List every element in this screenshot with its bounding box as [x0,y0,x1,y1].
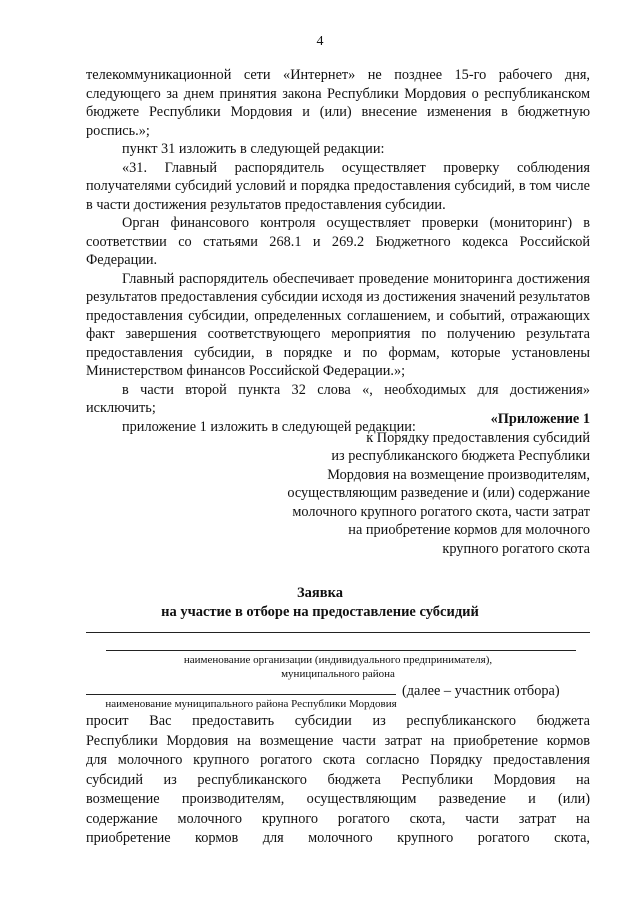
paragraph-appendix-intro: приложение 1 изложить в следующей редакции: [122,418,416,435]
request-line: приобретение кормов для молочного крупного рогатого скота, [86,830,590,846]
request-line: субсидий из республиканского бюджета Республики Мордовия на [86,771,590,788]
appendix-line: Мордовия на возмещение производителям, [327,466,590,483]
application-title: Заявка [297,585,343,601]
organization-caption [86,653,590,681]
request-text [86,712,590,849]
participant-suffix: (далее – участник отбора) [402,683,560,699]
appendix-line: осуществляющим разведение и (или) содержание [287,485,590,501]
request-line: для молочного крупного рогатого скота согласно Порядку предоставления [86,752,590,768]
blank-line-organization-1 [86,632,590,633]
organization-caption-line: наименование организации (индивидуального предпринимателя), [183,654,493,666]
request-line: просит Вас предоставить субсидии из республиканского бюджета [86,713,590,729]
blank-line-district [86,680,396,695]
body-text [86,66,590,436]
blank-line-organization-2 [106,650,576,651]
application-subtitle: на участие в отборе на предоставление субсидий [161,604,479,620]
paragraph-continuation: телекоммуникационной сети «Интернет» не позднее 15-го рабочего дня, следующего за днем принятия закона Республики Мордовия о республиканском бюджете Республики Мордовия и (или) внесение изменения в бюджетную роспись.»; [86,67,590,139]
appendix-line: из республиканского бюджета Республики [331,448,590,464]
appendix-line: молочного крупного рогатого скота, части затрат [292,503,590,520]
request-line: возмещение производителям, осуществляющим разведение и (или) [86,791,590,807]
request-line: Республики Мордовия на возмещение части затрат на приобретение кормов [86,732,590,749]
application-title-block [0,584,640,622]
paragraph-monitoring: Главный распорядитель обеспечивает проведение мониторинга достижения результатов предоставления субсидии исходя из достижения значений результатов предоставления субсидии, определенных соглашением, и событий, отражающих факт завершения соответствующего мероприятия по получению результата предоставления субсидии, в порядке и по формам, которые установлены Министерством финансов Российской Федерации.»; [86,270,590,379]
appendix-heading: «Приложение 1 [490,411,590,427]
district-caption: наименование муниципального района Республики Мордовия [105,698,397,710]
paragraph-item-31: «31. Главный распорядитель осуществляет проверку соблюдения получателями субсидий условий и порядка предоставления субсидий, в том числе в части достижения результатов предоставления субсидии. [86,159,590,213]
paragraph-item-31-intro: пункт 31 изложить в следующей редакции: [122,141,385,157]
appendix-line: на приобретение кормов для молочного [348,522,590,538]
request-line: содержание молочного крупного рогатого скота, части затрат на [86,810,590,827]
appendix-header [230,410,590,558]
paragraph-item-32: в части второй пункта 32 слова «, необходимых для достижения» исключить; [86,381,590,416]
appendix-line: крупного рогатого скота [442,540,590,557]
paragraph-financial-control: Орган финансового контроля осуществляет проверки (мониторинг) в соответствии со статьями 268.1 и 269.2 Бюджетного кодекса Российской Федерации. [86,215,590,268]
organization-caption-line: муниципального района [281,668,395,680]
page-number: 4 [316,34,324,49]
appendix-line: к Порядку предоставления субсидий [366,429,590,446]
